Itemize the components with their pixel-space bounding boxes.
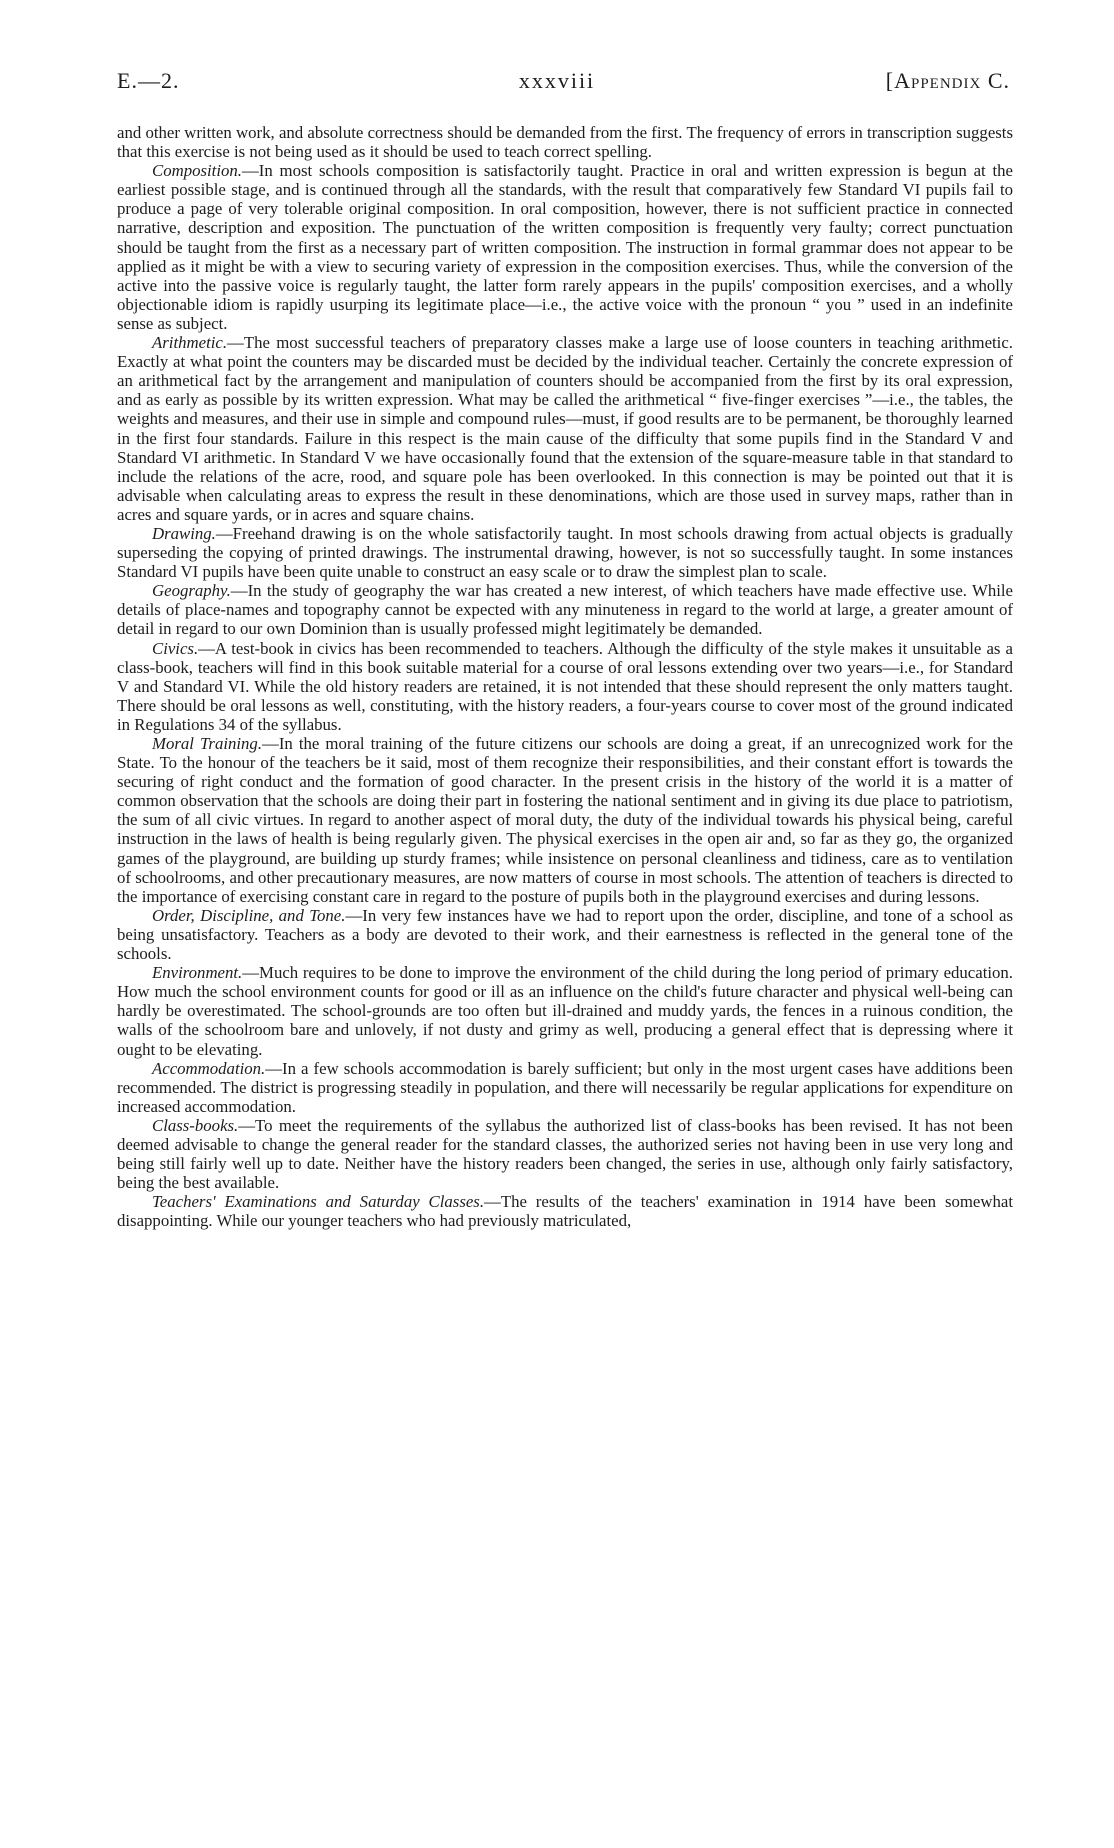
paragraph-text: —In the study of geography the war has created a new interest, of which teachers have made effective use. While details of place-names and topography cannot be expected with any minuteness in regard to the world at large, a greater amount of detail in regard to our own Dominion than is usually professed might legitimately be demanded. xyxy=(117,581,1013,639)
paragraph-text: —A test-book in civics has been recommended to teachers. Although the difficulty of the style makes it unsuitable as a class-book, teachers will find in this book suitable material for a course of oral lessons extending over two years—i.e., for Standard V and Standard VI. While the old history readers are retained, it is not intended that these should represent the only matters taught. There should be oral lessons as well, constituting, with the history readers, a four-years course to cover most of the ground indicated in Regulations 34 of the syllabus. xyxy=(117,638,1013,734)
paragraph-teachers-examinations xyxy=(117,1192,1013,1230)
paragraph-text: and other written work, and absolute correctness should be demanded from the first. The frequency of errors in transcription suggests that this exercise is not being used as it should be used to teach correct spelling. xyxy=(117,123,1013,162)
paragraph-heading: Composition. xyxy=(152,161,242,181)
paragraph-heading: Drawing. xyxy=(152,523,216,543)
header-appendix: [Appendix C. xyxy=(885,68,1010,93)
paragraph-order-discipline xyxy=(117,906,1013,963)
paragraph-composition xyxy=(117,161,1013,333)
paragraph-heading: Class-books. xyxy=(152,1115,239,1135)
paragraph-heading: Arithmetic. xyxy=(152,333,228,353)
paragraph-text: —Much requires to be done to improve the environment of the child during the long period of primary education. How much the school environment counts for good or ill as an influence on the child's future character and physical well-being can hardly be overestimated. The school-grounds are too often but ill-drained and muddy yards, the fences in a ruinous condition, the walls of the schoolroom bare and unlovely, if not dusty and grimy as well, producing a general effect that is depressing where it ought to be elevating. xyxy=(117,963,1013,1059)
paragraph-text: —In the moral training of the future citizens our schools are doing a great, if an unrecognized work for the State. To the honour of the teachers be it said, most of them recognize their responsibilities, and their constant effort is towards the securing of right conduct and the formation of good character. In the present crisis in the history of the world it is a matter of common observation that the schools are doing their part in fostering the national sentiment and in giving its due place to patriotism, the sum of all civic virtues. In regard to another aspect of moral duty, the duty of the individual towards his physical being, careful instruction in the laws of health is being regularly given. The physical exercises in the open air and, so far as they go, the organized games of the playground, are building up sturdy frames; while insistence on personal cleanliness and tidiness, care as to ventilation of schoolrooms, and other precautionary measures, are now matters of course in most schools. The attention of teachers is directed to the importance of exercising constant care in regard to the posture of pupils both in the playground exercises and during lessons. xyxy=(117,734,1013,906)
paragraph-text: —To meet the requirements of the syllabus the authorized list of class-books has been revised. It has not been deemed advisable to change the general reader for the standard classes, the authorized series not having been in use very long and being still fairly well up to date. Neither have the history readers been changed, the series in use, although only fairly satisfactory, being the best available. xyxy=(117,1115,1013,1193)
paragraph-arithmetic xyxy=(117,333,1013,524)
header-reference: E.—2. xyxy=(117,68,180,93)
paragraph-heading: Teachers' Examinations and Saturday Classes. xyxy=(152,1192,485,1212)
paragraph-environment xyxy=(117,963,1013,1058)
paragraph-heading: Order, Discipline, and Tone. xyxy=(152,905,346,925)
paragraph-drawing xyxy=(117,524,1013,581)
paragraph-moral-training xyxy=(117,734,1013,906)
paragraph-text: —The most successful teachers of preparatory classes make a large use of loose counters in teaching arithmetic. Exactly at what point the counters may be discarded must be decided by the individual teacher. Certainly the concrete expression of an arithmetical fact by the arrangement and manipulation of counters should be accompanied from the first by its oral expression, and as early as possible by its written expression. What may be called the arithmetical “ five-finger exercises ”—i.e., the tables, the weights and measures, and their use in simple and compound rules—must, if good results are to be permanent, be thoroughly learned in the first four standards. Failure in this respect is the main cause of the difficulty that some pupils find in the Standard V and Standard VI arithmetic. In Standard V we have occasionally found that the extension of the square-measure table in that standard to include the relations of the acre, rood, and square pole has been overlooked. In this connection is may be pointed out that it is advisable when calculating areas to express the result in these denominations, which are those used in survey maps, rather than in acres and square yards, or in acres and square chains. xyxy=(117,333,1013,524)
paragraph-text: —In very few instances have we had to report upon the order, discipline, and tone of a school as being unsatisfactory. Teachers as a body are devoted to their work, and their earnestness is reflected in the general tone of the schools. xyxy=(117,905,1013,964)
paragraph-text: —In a few schools accommodation is barely sufficient; but only in the most urgent cases have additions been recommended. The district is progressing steadily in population, and there will necessarily be regular applications for expenditure on increased accommodation. xyxy=(117,1058,1013,1116)
paragraph-continuation xyxy=(117,123,1013,161)
paragraph-text: —In most schools composition is satisfactorily taught. Practice in oral and written expression is begun at the earliest possible stage, and is continued through all the standards, with the result that comparatively few Standard VI pupils fail to produce a page of very tolerable original composition. In oral composition, however, there is not sufficient practice in connected narrative, description and exposition. The punctuation of the written composition is frequently very faulty; correct punctuation should be taught from the first as a necessary part of written composition. The instruction in formal grammar does not appear to be applied as it might be with a view to securing variety of expression in the composition exercises. Thus, while the conversion of the active into the passive voice is regularly taught, the latter form rarely appears in the pupils' composition exercises, and a wholly objectionable idiom is rapidly usurping its legitimate place—i.e., the active voice with the pronoun “ you ” used in an indefinite sense as subject. xyxy=(117,161,1013,333)
paragraph-class-books xyxy=(117,1116,1013,1192)
paragraph-heading: Environment. xyxy=(152,963,243,983)
paragraph-heading: Accommodation. xyxy=(152,1058,266,1078)
page-number: xxxviii xyxy=(518,68,596,93)
paragraph-geography xyxy=(117,581,1013,638)
body-text xyxy=(117,123,1013,1230)
paragraph-text: —Freehand drawing is on the whole satisfactorily taught. In most schools drawing from actual objects is gradually superseding the copying of printed drawings. The instrumental drawing, however, is not so successfully taught. In some instances Standard VI pupils have been quite unable to construct an easy scale or to draw the simplest plan to scale. xyxy=(117,523,1013,582)
paragraph-civics xyxy=(117,639,1013,734)
paragraph-heading: Civics. xyxy=(152,638,199,658)
paragraph-text: —The results of the teachers' examination in 1914 have been somewhat disappointing. While our younger teachers who had previously matriculated, xyxy=(117,1192,1013,1231)
paragraph-heading: Moral Training. xyxy=(152,734,263,753)
paragraph-heading: Geography. xyxy=(152,581,231,601)
paragraph-accommodation xyxy=(117,1059,1013,1116)
